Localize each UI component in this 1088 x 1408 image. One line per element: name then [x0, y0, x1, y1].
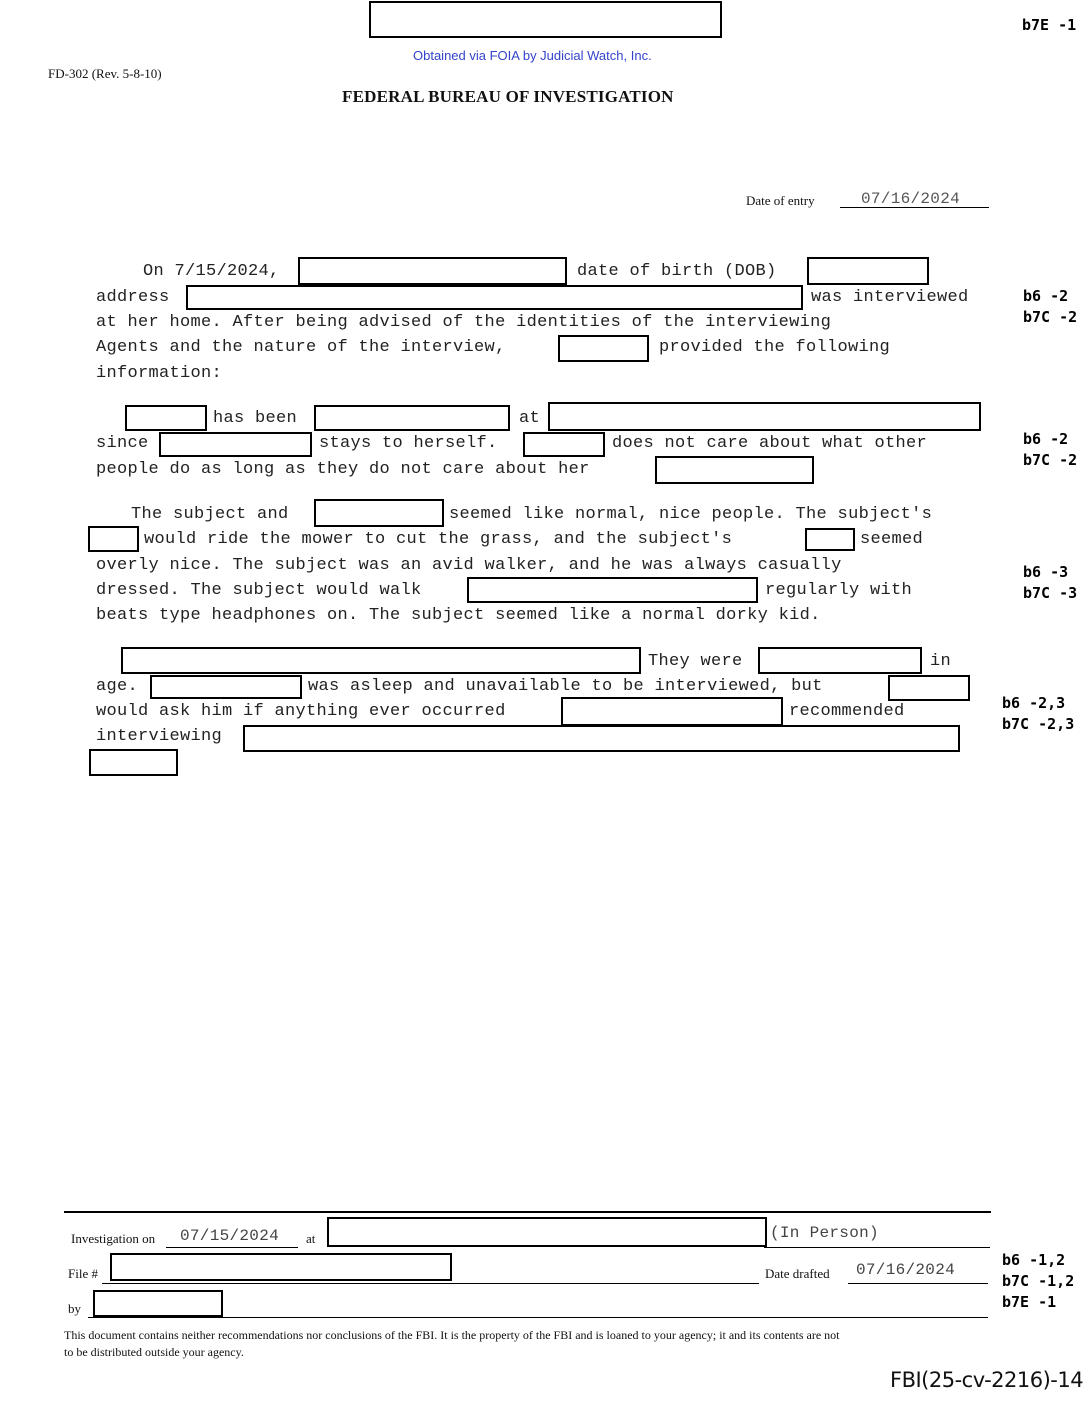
redaction-box	[558, 335, 649, 362]
date-drafted-label: Date drafted	[765, 1266, 830, 1281]
at-label: at	[306, 1231, 316, 1246]
text-line: The subject and	[131, 505, 289, 524]
text-line: address	[96, 288, 170, 307]
text-line: provided the following	[659, 338, 891, 357]
text-line: Agents and the nature of the interview,	[96, 338, 506, 357]
exemption-code: b7C -3	[1023, 584, 1078, 602]
date-drafted-underline	[848, 1283, 988, 1284]
text-line: people do as long as they do not care about her	[96, 460, 590, 479]
redaction-box	[805, 528, 855, 551]
text-line: seemed	[860, 530, 924, 549]
text-line: recommended	[789, 702, 905, 721]
text-line: On 7/15/2024,	[143, 262, 280, 281]
investigation-on-value: 07/15/2024	[180, 1227, 280, 1245]
in-person-label: (In Person)	[770, 1224, 879, 1242]
date-of-entry-underline	[840, 207, 989, 208]
by-underline	[88, 1317, 988, 1318]
redaction-box	[186, 285, 803, 310]
location-underline	[764, 1247, 990, 1248]
redaction-box-location	[327, 1217, 767, 1247]
exemption-code-top: b7E -1	[1022, 16, 1077, 34]
redaction-box	[121, 647, 641, 674]
text-line: dressed. The subject would walk	[96, 581, 422, 600]
text-line: at her home. After being advised of the identities of the interviewing	[96, 313, 832, 332]
redaction-box	[298, 257, 567, 285]
text-line: at	[519, 409, 541, 428]
redaction-box-author	[93, 1290, 223, 1317]
date-drafted-value: 07/16/2024	[856, 1261, 956, 1279]
file-number-label: File #	[68, 1266, 98, 1281]
redaction-box	[561, 697, 783, 726]
exemption-code: b6 -2,3	[1002, 694, 1066, 712]
disclaimer-line-1: This document contains neither recommendations nor conclusions of the FBI. It is the property of the FBI and is loaned to your agency; it and its contents are not	[64, 1328, 840, 1342]
text-line: age.	[96, 677, 139, 696]
text-line: would ask him if anything ever occurred	[96, 702, 506, 721]
exemption-code: b6 -1,2	[1002, 1251, 1066, 1269]
redaction-box	[523, 432, 605, 457]
redaction-box	[467, 577, 758, 603]
text-line: was interviewed	[811, 288, 969, 307]
exemption-code: b6 -2	[1023, 287, 1069, 305]
disclaimer-line-2: to be distributed outside your agency.	[64, 1345, 244, 1359]
text-line: would ride the mower to cut the grass, and the subject's	[144, 530, 733, 549]
text-line: beats type headphones on. The subject seemed like a normal dorky kid.	[96, 606, 821, 625]
redaction-box	[243, 725, 960, 752]
by-label: by	[68, 1301, 81, 1316]
date-of-entry-value: 07/16/2024	[861, 190, 961, 208]
date-of-entry-label: Date of entry	[746, 193, 815, 208]
redaction-box	[314, 405, 510, 431]
text-line: in	[930, 652, 952, 671]
exemption-code: b6 -3	[1023, 563, 1069, 581]
redaction-box	[150, 675, 302, 699]
redaction-box	[88, 526, 139, 552]
text-line: date of birth (DOB)	[577, 262, 777, 281]
text-line: overly nice. The subject was an avid walker, and he was always casually	[96, 556, 842, 575]
text-line: since	[96, 434, 149, 453]
form-id: FD-302 (Rev. 5-8-10)	[48, 66, 162, 81]
exemption-code: b7C -2	[1023, 308, 1078, 326]
redaction-box	[548, 402, 981, 431]
text-line: has been	[213, 409, 298, 428]
redaction-box-file-number	[110, 1253, 452, 1281]
bates-number: FBI(25-cv-2216)-14	[890, 1368, 1084, 1392]
redaction-box-header	[369, 1, 722, 38]
text-line: regularly with	[765, 581, 913, 600]
foia-watermark: Obtained via FOIA by Judicial Watch, Inc.	[413, 48, 652, 63]
exemption-code: b6 -2	[1023, 430, 1069, 448]
exemption-code: b7C -2,3	[1002, 715, 1075, 733]
text-line: seemed like normal, nice people. The subject's	[449, 505, 933, 524]
redaction-box	[125, 405, 207, 431]
investigation-on-underline	[166, 1247, 298, 1248]
redaction-box	[758, 647, 922, 674]
redaction-box	[888, 675, 970, 701]
text-line: was asleep and unavailable to be interviewed, but	[308, 677, 823, 696]
exemption-code: b7C -2	[1023, 451, 1078, 469]
text-line: stays to herself.	[319, 434, 498, 453]
text-line: interviewing	[96, 727, 223, 746]
agency-title: FEDERAL BUREAU OF INVESTIGATION	[342, 87, 674, 106]
investigation-on-label: Investigation on	[71, 1231, 156, 1246]
exemption-code: b7C -1,2	[1002, 1272, 1075, 1290]
text-line: information:	[96, 364, 223, 383]
footer-top-rule	[64, 1211, 991, 1213]
file-number-underline	[102, 1283, 759, 1284]
redaction-box	[89, 749, 178, 776]
redaction-box	[655, 456, 814, 484]
redaction-box	[314, 499, 444, 527]
redaction-box	[807, 257, 929, 285]
text-line: They were	[648, 652, 743, 671]
redaction-box	[159, 432, 312, 457]
text-line: does not care about what other	[612, 434, 928, 453]
exemption-code: b7E -1	[1002, 1293, 1057, 1311]
